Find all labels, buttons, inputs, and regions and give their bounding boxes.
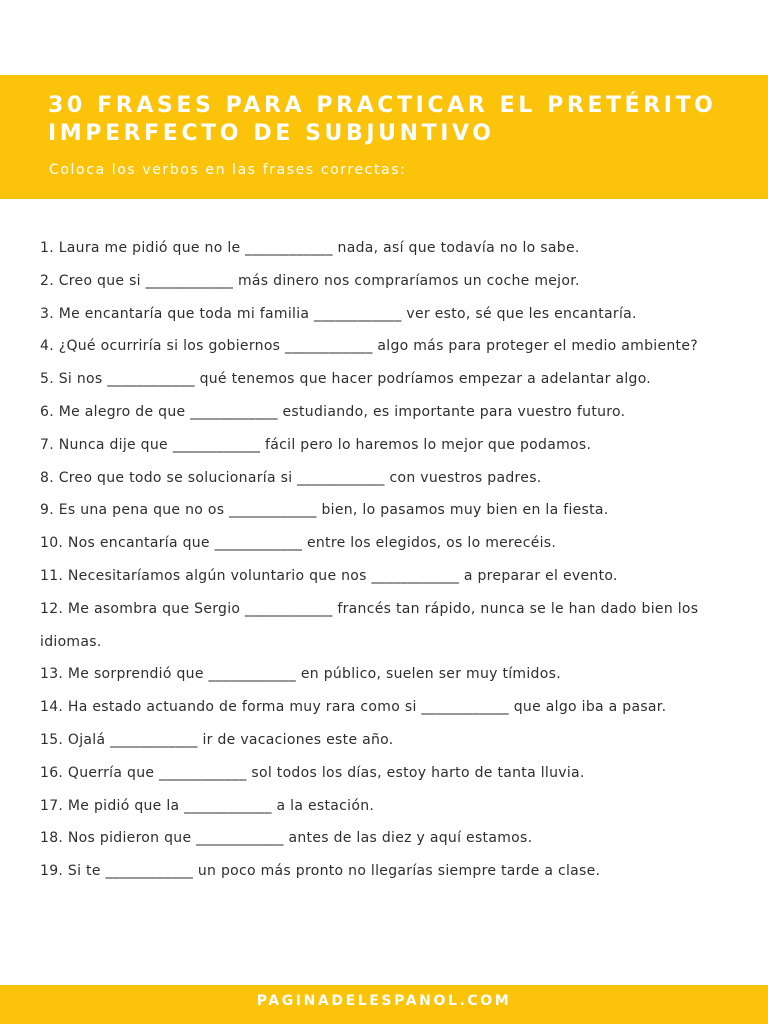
exercise-sentence-15: 15. Ojalá ____________ ir de vacaciones este año. [40,731,394,748]
exercise-sentence-1: 1. Laura me pidió que no le ____________ nada, así que todavía no lo sabe. [40,240,580,256]
page-title: 30 FRASES PARA PRACTICAR EL PRETÉRITO IMPERFECTO DE SUBJUNTIVO [48,93,717,146]
exercise-sentence-10: 10. Nos encantaría que ____________ entre los elegidos, os lo merecéis. [40,535,557,552]
exercise-sentence-19: 19. Si te ____________ un poco más pronto no llegarías siempre tarde a clase. [40,863,601,880]
exercise-sentence-4: 4. ¿Qué ocurriría si los gobiernos ____________ algo más para proteger el medio ambiente? [40,338,698,355]
exercise-sentence-3: 3. Me encantaría que toda mi familia ____________ ver esto, sé que les encantaría. [40,305,637,322]
exercise-sentence-16: 16. Querría que ____________ sol todos los días, estoy harto de tanta lluvia. [40,764,585,781]
exercise-sentence-9: 9. Es una pena que no os ____________ bien, lo pasamos muy bien en la fiesta. [40,502,609,519]
exercise-sentence-5: 5. Si nos ____________ qué tenemos que hacer podríamos empezar a adelantar algo. [40,371,652,388]
exercise-sentence-14: 14. Ha estado actuando de forma muy rara como si ____________ que algo iba a pasar. [40,699,667,716]
exercise-sentence-8: 8. Creo que todo se solucionaría si ____________ con vuestros padres. [40,469,542,486]
exercise-sentence-13: 13. Me sorprendió que ____________ en público, suelen ser muy tímidos. [40,666,561,683]
page-subtitle: Coloca los verbos en las frases correctas: [49,162,407,178]
exercise-sentence-7: 7. Nunca dije que ____________ fácil pero lo haremos lo mejor que podamos. [40,436,592,453]
exercise-sentence-11: 11. Necesitaríamos algún voluntario que nos ____________ a preparar el evento. [40,567,618,584]
exercise-sentence-12: 12. Me asombra que Sergio ____________ francés tan rápido, nunca se le han dado bien los idiomas. [40,600,699,650]
header-band [0,75,768,199]
exercise-sentence-18: 18. Nos pidieron que ____________ antes de las diez y aquí estamos. [40,830,533,847]
exercise-sentence-2: 2. Creo que si ____________ más dinero nos compraríamos un coche mejor. [40,272,580,289]
exercise-sentence-6: 6. Me alegro de que ____________ estudiando, es importante para vuestro futuro. [40,403,626,420]
exercise-sentence-17: 17. Me pidió que la ____________ a la estación. [40,797,375,814]
footer-website-label: PAGINADELESPANOL.COM [256,993,512,1009]
footer-band [0,985,768,1024]
exercise-list [40,232,730,888]
